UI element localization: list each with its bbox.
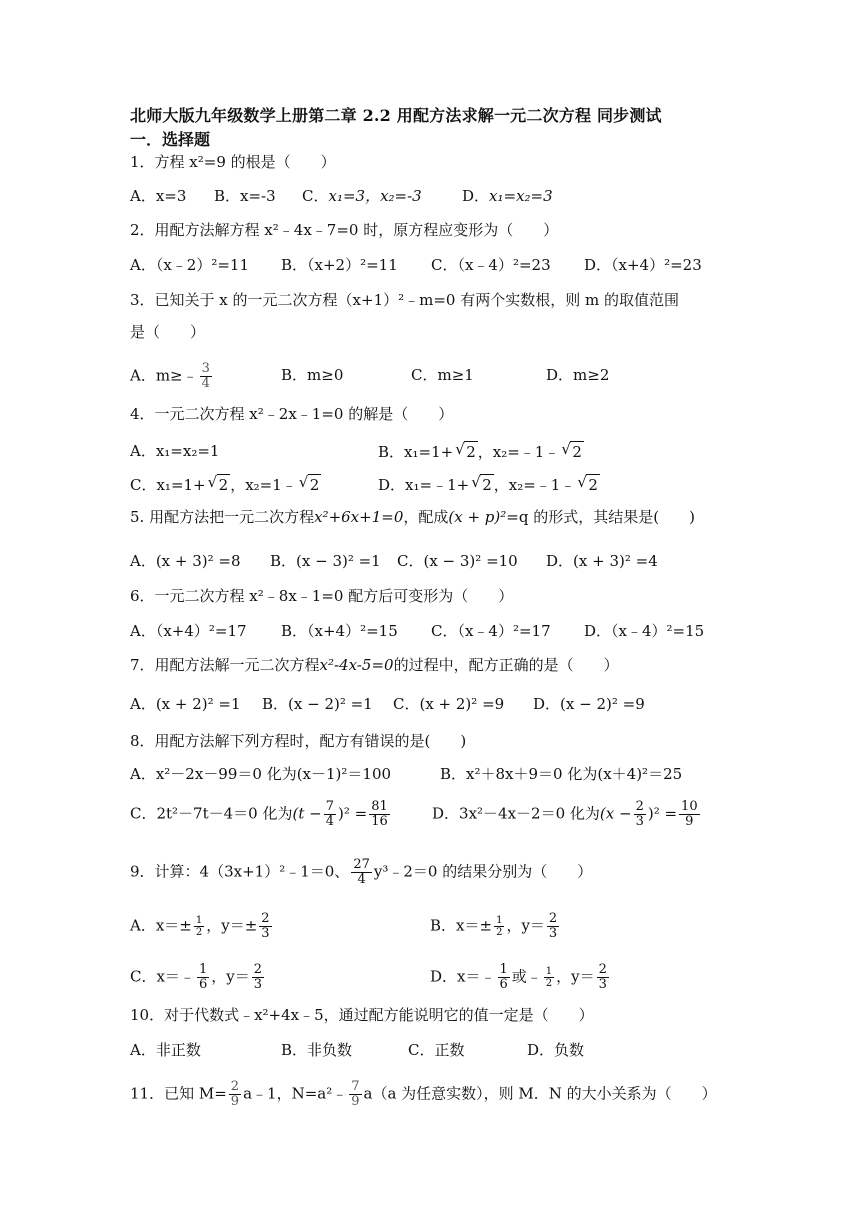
q8-d-fraction-2 xyxy=(679,800,700,829)
q9-stem-prefix: 9．计算：4（3x+1）²﹣1＝0、 xyxy=(130,862,350,881)
q4-d-prefix: D．x₁=﹣1+ xyxy=(378,476,470,494)
q9-d-y-fraction xyxy=(597,963,609,992)
q7-stem-prefix: 7．用配方法解一元二次方程 xyxy=(130,656,320,674)
q11-middle: a﹣1，N=a²﹣ xyxy=(243,1084,348,1103)
fraction-numerator: 2 xyxy=(635,799,644,814)
q8-c-prefix: C．2t²－7t－4＝0 化为 xyxy=(130,804,293,823)
fraction-denominator: 6 xyxy=(198,977,208,992)
q9-b-x-fraction xyxy=(494,915,504,938)
fraction-numerator: 1 xyxy=(499,962,508,977)
fraction-numerator: 1 xyxy=(545,966,553,977)
q8-option-d xyxy=(432,800,702,829)
q1-option-d xyxy=(462,186,553,206)
q5-option-b: B．(x − 3)² =1 xyxy=(270,552,381,570)
q9-c-middle: ，y＝ xyxy=(211,967,250,986)
sqrt-radicand: √ 2 xyxy=(570,441,584,462)
fraction-denominator: 3 xyxy=(635,814,644,829)
fraction-numerator: 7 xyxy=(325,799,334,814)
q3-option-a xyxy=(130,362,214,391)
q8-d-lhs: (x − xyxy=(599,804,632,823)
q3-option-d: D．m≥2 xyxy=(546,366,610,384)
q5-stem-prefix: 5. 用配方法把一元二次方程 xyxy=(130,508,315,526)
sqrt-radicand: √ 2 xyxy=(217,474,231,495)
fraction-denominator: 3 xyxy=(598,977,607,992)
q2-option-a: A．（x﹣2）²=11 xyxy=(130,256,250,274)
q8-c-square: )² = xyxy=(338,804,368,823)
q9-d-or: 或﹣ xyxy=(511,967,542,986)
q4-d-middle: ，x₂=﹣1﹣ xyxy=(493,476,576,494)
q4-option-c xyxy=(130,474,321,495)
q4-c-middle: ，x₂=1﹣ xyxy=(230,476,297,494)
q1-d-value: x₁=x₂=3 xyxy=(489,187,553,205)
q9-option-a xyxy=(130,912,274,941)
section-heading: 一．选择题 xyxy=(130,130,211,149)
sqrt-radicand: √ 2 xyxy=(308,474,322,495)
q11-fraction-1 xyxy=(229,1080,241,1109)
q8-d-fraction-1 xyxy=(634,800,646,829)
q1-option-b: B．x=-3 xyxy=(214,187,276,205)
q8-option-b: B．x²＋8x＋9＝0 化为(x＋4)²＝25 xyxy=(440,765,683,783)
q3-option-b: B．m≥0 xyxy=(281,366,344,384)
q7-stem-suffix: 的过程中，配方正确的是（ ） xyxy=(393,656,619,674)
q5-option-d: D．(x + 3)² =4 xyxy=(546,552,658,570)
q11-suffix: a（a 为任意实数），则 M．N 的大小关系为（ ） xyxy=(363,1084,717,1103)
fraction-denominator: 2 xyxy=(195,927,203,938)
fraction-numerator: 10 xyxy=(681,799,698,814)
question-8-stem: 8．用配方法解下列方程时，配方有错误的是( ) xyxy=(130,732,467,750)
q4-b-middle: ，x₂=﹣1﹣ xyxy=(477,443,560,461)
q11-prefix: 11．已知 M= xyxy=(130,1084,227,1103)
fraction-denominator: 6 xyxy=(499,977,508,992)
q10-option-a: A．非正数 xyxy=(130,1041,201,1059)
q7-option-d: D．(x − 2)² =9 xyxy=(533,695,645,713)
q6-option-d: D．（x﹣4）²=15 xyxy=(584,622,705,640)
q9-a-prefix: A．x＝± xyxy=(130,916,192,935)
q2-option-b: B．（x+2）²=11 xyxy=(281,256,398,274)
fraction-numerator: 2 xyxy=(230,1079,240,1094)
q8-c-fraction-2 xyxy=(369,800,390,829)
q9-b-prefix: B．x＝± xyxy=(430,916,493,935)
q1-option-a: A．x=3 xyxy=(130,187,187,205)
q9-b-middle: ，y＝ xyxy=(506,916,545,935)
q9-a-middle: ，y＝± xyxy=(206,916,258,935)
q1-c-label: C． xyxy=(302,187,329,205)
fraction-denominator: 9 xyxy=(351,1094,360,1109)
sqrt-radicand: √ 2 xyxy=(464,441,478,462)
fraction-denominator: 3 xyxy=(261,926,270,941)
fraction-denominator: 16 xyxy=(371,814,388,829)
q6-option-a: A．（x+4）²=17 xyxy=(130,622,247,640)
document-title: 北师大版九年级数学上册第二章 2.2 用配方法求解一元二次方程 同步测试 xyxy=(130,106,662,125)
q9-stem-fraction xyxy=(351,858,372,887)
q4-option-b xyxy=(378,441,584,462)
fraction-numerator: 7 xyxy=(351,1079,360,1094)
q3-a-fraction xyxy=(200,362,212,391)
q7-option-c: C．(x + 2)² =9 xyxy=(393,695,505,713)
q6-option-b: B．（x+4）²=15 xyxy=(281,622,398,640)
q10-option-d: D．负数 xyxy=(527,1041,585,1059)
question-1-stem: 1．方程 x²=9 的根是（ ） xyxy=(130,153,336,171)
fraction-numerator: 27 xyxy=(353,857,370,872)
q8-c-fraction-1 xyxy=(324,800,336,829)
q8-option-a: A．x²－2x－99＝0 化为(x－1)²＝100 xyxy=(130,765,392,783)
fraction-denominator: 3 xyxy=(253,977,262,992)
question-9-stem xyxy=(130,858,592,887)
q5-option-a: A．(x + 3)² =8 xyxy=(130,552,241,570)
q9-a-x-fraction xyxy=(194,915,204,938)
q9-c-prefix: C．x＝﹣ xyxy=(130,967,195,986)
question-7-stem xyxy=(130,655,619,675)
fraction-numerator: 2 xyxy=(548,911,558,926)
fraction-denominator: 3 xyxy=(548,926,558,941)
sqrt-radicand: √ 2 xyxy=(586,474,600,495)
q6-option-c: C．（x﹣4）²=17 xyxy=(431,622,551,640)
q9-c-x-fraction xyxy=(197,963,209,992)
q2-option-c: C．（x﹣4）²=23 xyxy=(431,256,551,274)
question-4-stem: 4．一元二次方程 x²﹣2x﹣1=0 的解是（ ） xyxy=(130,405,454,423)
q9-option-b xyxy=(430,912,561,941)
q7-equation: x²-4x-5=0 xyxy=(319,656,394,674)
fraction-denominator: 4 xyxy=(357,872,366,887)
q4-c-prefix: C．x₁=1+ xyxy=(130,476,206,494)
q7-option-a: A．(x + 2)² =1 xyxy=(130,695,241,713)
q4-option-d xyxy=(378,474,600,495)
fraction-numerator: 1 xyxy=(496,915,503,926)
fraction-numerator: 81 xyxy=(371,799,388,814)
fraction-numerator: 1 xyxy=(195,915,203,926)
fraction-numerator: 2 xyxy=(261,911,270,926)
question-3-stem-line2: 是（ ） xyxy=(130,323,206,341)
q8-option-c xyxy=(130,800,392,829)
fraction-numerator: 3 xyxy=(201,361,210,376)
q1-c-value: x₁=3，x₂=-3 xyxy=(328,187,422,205)
question-11-stem xyxy=(130,1080,717,1109)
q10-option-c: C．正数 xyxy=(408,1041,465,1059)
q7-option-b: B．(x − 2)² =1 xyxy=(262,695,373,713)
q8-d-square: )² = xyxy=(647,804,678,823)
question-5-stem xyxy=(130,507,695,527)
question-6-stem: 6．一元二次方程 x²﹣8x﹣1=0 配方后可变形为（ ） xyxy=(130,587,514,605)
q8-c-lhs: (t − xyxy=(292,804,322,823)
fraction-denominator: 9 xyxy=(230,1094,240,1109)
q5-stem-suffix: =q 的形式，其结果是( ) xyxy=(506,508,695,526)
q8-d-prefix: D．3x²－4x－2＝0 化为 xyxy=(432,804,600,823)
fraction-denominator: 4 xyxy=(325,814,334,829)
q9-stem-suffix: y³﹣2＝0 的结果分别为（ ） xyxy=(373,862,593,881)
fraction-denominator: 9 xyxy=(685,814,694,829)
q9-d-x-fraction xyxy=(498,963,510,992)
fraction-numerator: 2 xyxy=(253,962,262,977)
q4-b-prefix: B．x₁=1+ xyxy=(378,443,454,461)
fraction-numerator: 1 xyxy=(198,962,208,977)
question-2-stem: 2．用配方法解方程 x²﹣4x﹣7=0 时，原方程应变形为（ ） xyxy=(130,221,559,239)
q3-a-label: A．m≥﹣ xyxy=(130,366,198,385)
q9-b-y-fraction xyxy=(547,912,559,941)
q9-option-d xyxy=(430,963,611,992)
q9-d-middle: ，y＝ xyxy=(556,967,595,986)
q9-d-x-fraction-2 xyxy=(544,966,554,989)
q9-c-y-fraction xyxy=(252,963,264,992)
q4-option-a: A．x₁=x₂=1 xyxy=(130,442,220,460)
q1-d-label: D． xyxy=(462,187,490,205)
fraction-denominator: 4 xyxy=(201,376,210,391)
q9-d-prefix: D．x＝﹣ xyxy=(430,967,496,986)
fraction-numerator: 2 xyxy=(598,962,607,977)
sqrt-radicand: √ 2 xyxy=(480,474,494,495)
q5-equation: x²+6x+1=0 xyxy=(314,508,404,526)
q5-target-form: (x + p)² xyxy=(448,508,507,526)
q11-fraction-2 xyxy=(349,1080,361,1109)
fraction-denominator: 2 xyxy=(496,927,503,938)
q5-option-c: C．(x − 3)² =10 xyxy=(397,552,518,570)
question-3-stem-line1: 3．已知关于 x 的一元二次方程（x+1）²﹣m=0 有两个实数根，则 m 的取值范围 xyxy=(130,291,679,309)
q1-option-c xyxy=(302,186,422,206)
q10-option-b: B．非负数 xyxy=(281,1041,353,1059)
q9-option-c xyxy=(130,963,266,992)
fraction-denominator: 2 xyxy=(545,978,553,989)
question-10-stem: 10．对于代数式﹣x²+4x﹣5，通过配方能说明它的值一定是（ ） xyxy=(130,1006,594,1024)
q2-option-d: D．（x+4）²=23 xyxy=(584,256,702,274)
q5-stem-middle: ，配成 xyxy=(403,508,449,526)
q3-option-c: C．m≥1 xyxy=(411,366,474,384)
q9-a-y-fraction xyxy=(259,912,271,941)
